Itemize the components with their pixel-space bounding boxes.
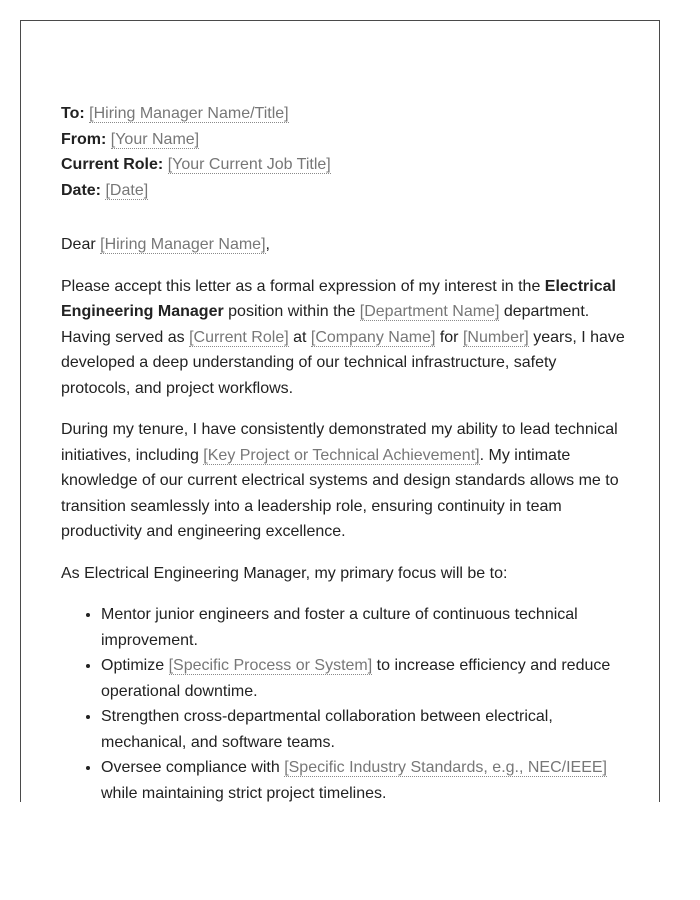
intro-text-5: for bbox=[435, 328, 463, 346]
to-label: To: bbox=[61, 105, 85, 122]
current-role-label: Current Role: bbox=[61, 156, 164, 173]
compliance-text-2: while maintaining strict project timelines. bbox=[101, 784, 387, 802]
date-placeholder: [Date] bbox=[105, 181, 149, 199]
company-placeholder: [Company Name] bbox=[310, 328, 436, 346]
department-placeholder: [Department Name] bbox=[359, 303, 500, 320]
position-title: Electrical Engineering Manager bbox=[61, 277, 616, 320]
from-line bbox=[61, 127, 627, 153]
intro-text-3: department. Having served as bbox=[61, 303, 590, 346]
from-placeholder: [Your Name] bbox=[110, 130, 200, 148]
focus-list bbox=[61, 602, 627, 802]
intro-text-2: position within the bbox=[223, 303, 360, 320]
optimize-text-1: Optimize bbox=[101, 657, 169, 674]
focus-intro-paragraph: As Electrical Engineering Manager, my primary focus will be to: bbox=[61, 564, 508, 582]
intro-text-4: at bbox=[288, 328, 311, 346]
current-role-placeholder-inline: [Current Role] bbox=[189, 328, 289, 346]
focus-item-collaboration: • Strengthen cross-departmental collaboration between electrical, mechanical, and software teams. bbox=[101, 704, 627, 755]
years-placeholder: [Number] bbox=[462, 328, 529, 346]
tenure-text-2: . My intimate knowledge of our current electrical systems and design standards allows me to transition seamlessly into a leadership role, ensuring continuity in team productivity and engineering excellence. bbox=[61, 446, 619, 540]
current-role-line bbox=[61, 152, 627, 178]
hiring-manager-placeholder: [Hiring Manager Name] bbox=[100, 236, 266, 253]
key-project-placeholder: [Key Project or Technical Achievement] bbox=[203, 446, 480, 464]
letter-content bbox=[61, 101, 627, 802]
to-placeholder: [Hiring Manager Name/Title] bbox=[89, 105, 289, 122]
intro-text-6: years, I have developed a deep understanding of our technical infrastructure, safety protocols, and project workflows. bbox=[61, 328, 625, 397]
to-line bbox=[61, 101, 627, 127]
date-label: Date: bbox=[61, 181, 102, 199]
date-line bbox=[61, 178, 627, 204]
standards-placeholder: [Specific Industry Standards, e.g., NEC/IEEE] bbox=[284, 759, 607, 776]
current-role-placeholder: [Your Current Job Title] bbox=[167, 156, 331, 173]
salutation bbox=[61, 232, 627, 258]
tenure-paragraph bbox=[61, 417, 627, 545]
focus-item-compliance bbox=[101, 755, 627, 802]
intro-text-1: Please accept this letter as a formal expression of my interest in the bbox=[61, 277, 545, 295]
salutation-suffix: , bbox=[265, 236, 270, 253]
salutation-prefix: Dear bbox=[61, 236, 101, 253]
compliance-text-1: Oversee compliance with bbox=[101, 759, 285, 776]
focus-item-mentor: • Mentor junior engineers and foster a culture of continuous technical improvement. bbox=[101, 602, 627, 653]
letter-page bbox=[20, 20, 660, 802]
focus-item-optimize bbox=[101, 653, 627, 704]
tenure-text-1: During my tenure, I have consistently demonstrated my ability to lead technical initiatives, including bbox=[61, 421, 618, 464]
process-placeholder: [Specific Process or System] bbox=[168, 657, 373, 674]
optimize-text-2: to increase efficiency and reduce operational downtime. bbox=[101, 657, 611, 700]
intro-paragraph bbox=[61, 274, 627, 402]
from-label: From: bbox=[61, 130, 107, 148]
